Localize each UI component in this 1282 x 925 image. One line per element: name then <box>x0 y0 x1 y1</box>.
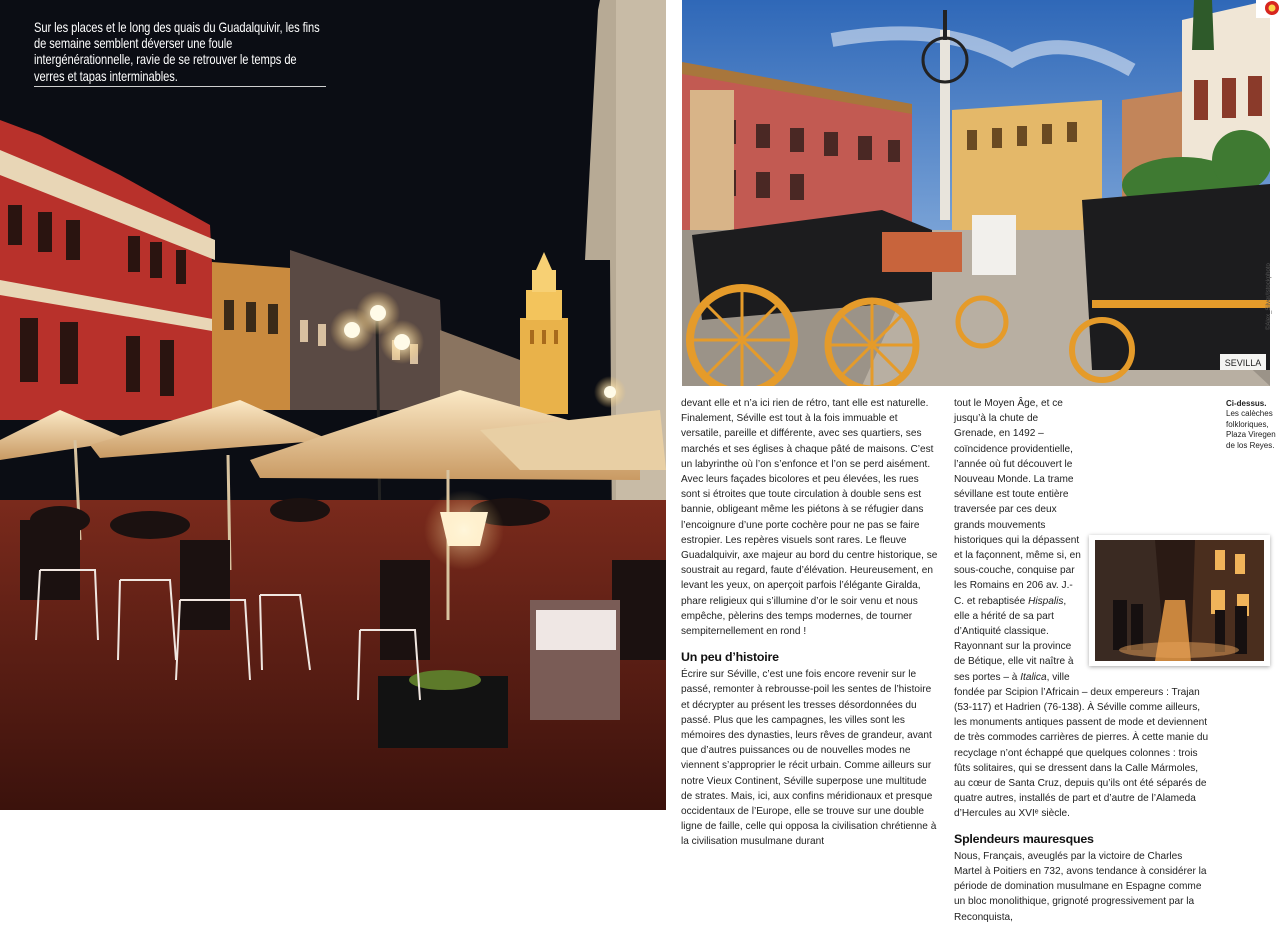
carriage-photo <box>682 0 1270 386</box>
night-plaza-photo <box>0 0 666 810</box>
side-caption-text: Les calèches folkloriques, Plaza Viregen de los Reyes. <box>1226 409 1276 450</box>
side-caption-title: Ci-dessus. <box>1226 399 1267 408</box>
italic-term: Hispalis <box>1028 595 1064 607</box>
side-caption <box>1226 399 1276 451</box>
caption-rule <box>34 86 326 87</box>
page-gutter <box>666 0 682 810</box>
paragraph: devant elle et n’a ici rien de rétro, tant elle est naturelle. Finalement, Séville est tout à la fois immuable et versatile, pareille et différente, avec ses quartiers, ses marchés et ses églises à chaque pâté de maisons. C’est un labyrinthe où l’on s’enfonce et l’on se perd aisément. Avec leurs façades bicolores et peu élevées, les rues sont si étroites que toute circulation à double sens est bannie, obligeant même les piétons à se réfugier dans l’encoignure d’une porte cochère pour ne pas se faire estropier. Les repères visuels sont rares. Le fleuve Guadalquivir, axe majeur au bord du centre historique, se soustrait au regard, faute d’élévation. Heureusement, en levant les yeux, on aperçoit parfois l’élégante Giralda, phare religieux qui s’illumine d’or le soir venu et nous empêche, pèlerins des temps modernes, de tourner sempiternellement en rond ! <box>681 398 938 638</box>
text-column-1 <box>681 396 939 850</box>
section-heading: Un peu d’histoire <box>681 650 779 665</box>
corner-badge-icon <box>1256 0 1282 18</box>
italic-term: Italica <box>1020 671 1047 683</box>
carriage-plate: SEVILLA <box>1224 358 1262 368</box>
inset-street-illustration <box>1095 540 1264 661</box>
inset-street-photo <box>1089 535 1270 666</box>
paragraph: Écrire sur Séville, c’est une fois encore revenir sur le passé, remonter à rebrousse-poil les sentes de l’histoire et décrypter au présent les tresses désordonnées du passé. Plus que les campagnes, les villes sont les mémoires des dynasties, leurs rêves de grandeur, avant que d’autres puissances ou de nouvelles modes ne viennent s’approprier le récit urbain. Comme ailleurs sur notre Vieux Continent, Séville superpose une multitude de strates. Mais, ici, aux confins méridionaux et presque occidentaux de l’Europe, elle se trouve sur une double ligne de faille, celle qui opposa la civilisation chrétienne à la civilisation musulmane durant <box>681 669 937 848</box>
carriage-plaza-illustration <box>682 0 1270 386</box>
section-heading: Splendeurs mauresques <box>954 831 1094 846</box>
photo-credit: ©Alex_Silver/Istockphoto <box>1266 263 1272 330</box>
paragraph: Nous, Français, aveuglés par la victoire de Charles Martel à Poitiers en 732, avons tendance à considérer la période de domination musulmane en Espagne comme un bloc monolithique, grignoté progressivement par la Reconquista, <box>954 850 1207 923</box>
paragraph: tout le Moyen Âge, et ce jusqu’à la chute de Grenade, en 1492 – coïncidence providentielle, l’année où fut découvert le Nouveau Monde. La trame sévillane est toute entière traversée par ces deux grands mouvements historiques qui la dépassent et la façonnent, même si, en sous-couche, conquise par les Romains en 206 av. J.-C. et rebaptisée Hispalis, elle a hérité de sa part d’Antiquité classique. Rayonnant sur la province de Bétique, elle vit naître à ses portes – à Italica, ville fondée par Scipion l’Africain – deux empereurs : Trajan (53-117) et Hadrien (76-138). À Séville comme ailleurs, les monuments antiques passent de mode et deviennent de très commodes carrières de pierres. À cette manie du recyclage n’ont échappé que quelques colonnes : trois fûts solitaires, qui se dressent dans la Calle Mármoles, au cœur de Santa Cruz, depuis qu’ils ont été séparés de quatre autres, installés de part et d’autre de l’Alameda d’Hercules au XVIᵉ siècle. <box>954 398 1209 820</box>
photo-caption-block <box>34 20 326 85</box>
photo-caption: Sur les places et le long des quais du Guadalquivir, les fins de semaine semblent déverser une foule intergénérationnelle, ravie de se retrouver le temps de verres et tapas interminables. <box>34 20 320 84</box>
night-plaza-illustration <box>0 0 666 810</box>
